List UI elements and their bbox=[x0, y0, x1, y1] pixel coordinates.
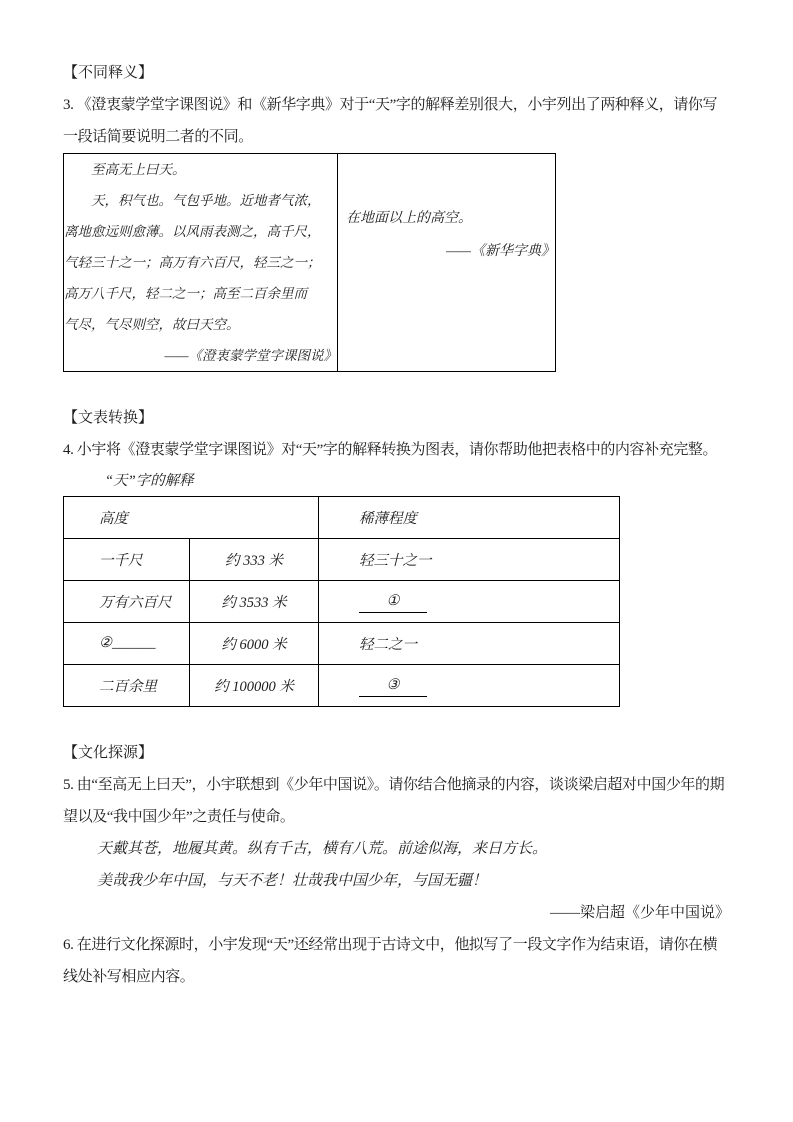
meters-cell: 约 6000 米 bbox=[190, 623, 319, 665]
shaonian-quote-line-1: 天戴其苍，地履其黄。纵有千古，横有八荒。前途似海，来日方长。 bbox=[97, 841, 548, 857]
section-label-text-to-table: 【文表转换】 bbox=[63, 410, 154, 426]
table-row bbox=[64, 665, 620, 707]
question-4-line: 4. 小宇将《澄衷蒙学堂字课图说》对“天”字的解释转换为图表，请你帮助他把表格中的内容补充完整。 bbox=[63, 442, 718, 458]
header-height: 高度 bbox=[64, 497, 319, 539]
question-5-line-1: 5. 由“至高无上曰天”，小宇联想到《少年中国说》。请你结合他摘录的内容，谈谈梁启超对中国少年的期 bbox=[63, 777, 725, 793]
question-3-line-2: 一段话简要说明二者的不同。 bbox=[63, 129, 253, 145]
thinness-cell: 轻三十之一 bbox=[319, 539, 620, 581]
question-6-line-2: 线处补写相应内容。 bbox=[63, 969, 195, 985]
zcmxt-quote-line: 至高无上曰天。 bbox=[91, 162, 186, 177]
xinhua-quote-cell bbox=[338, 154, 556, 372]
table-row bbox=[64, 539, 620, 581]
height-cell: 一千尺 bbox=[64, 539, 190, 581]
table-row bbox=[64, 623, 620, 665]
blank-answer-3: ③ bbox=[359, 674, 427, 697]
quote-attribution: ——梁启超《少年中国说》 bbox=[549, 905, 730, 921]
xinhua-quote-source: ——《新华字典》 bbox=[446, 243, 555, 259]
zcmxt-quote-cell bbox=[64, 154, 338, 372]
zcmxt-quote-line: 气尽，气尽则空，故曰天空。 bbox=[64, 317, 240, 332]
table-header-row bbox=[64, 497, 620, 539]
zcmxt-quote-line: 高万八千尺，轻二之一；高至二百余里而 bbox=[64, 286, 307, 301]
height-cell: 二百余里 bbox=[64, 665, 190, 707]
xinhua-quote-line: 在地面以上的高空。 bbox=[346, 210, 472, 226]
meters-cell: 约 333 米 bbox=[190, 539, 319, 581]
zcmxt-quote-line: 离地愈远则愈薄。以风雨表测之，高千尺， bbox=[64, 224, 321, 239]
table-caption: “天”字的解释 bbox=[105, 473, 194, 489]
question-3-line-1: 3. 《澄衷蒙学堂字课图说》和《新华字典》对于“天”字的解释差别很大，小宇列出了两种释义，请你写 bbox=[63, 97, 718, 113]
quote-comparison-table bbox=[63, 153, 556, 372]
zcmxt-quote-line: 气轻三十之一；高万有六百尺，轻三之一； bbox=[64, 255, 321, 270]
meters-cell: 约 100000 米 bbox=[190, 665, 319, 707]
tian-explanation-table bbox=[63, 496, 620, 707]
height-cell-blank-2: ②______ bbox=[64, 623, 190, 665]
question-5-line-2: 望以及“我中国少年”之责任与使命。 bbox=[63, 809, 295, 825]
header-thinness: 稀薄程度 bbox=[319, 497, 620, 539]
zcmxt-quote-source: ——《澄衷蒙学堂字课图说》 bbox=[164, 348, 337, 363]
shaonian-quote-line-2: 美哉我少年中国，与天不老！壮哉我中国少年，与国无疆！ bbox=[97, 873, 488, 889]
thinness-cell bbox=[319, 581, 620, 623]
blank-answer-1: ① bbox=[359, 590, 427, 613]
question-6-line-1: 6. 在进行文化探源时，小宇发现“天”还经常出现于古诗文中，他拟写了一段文字作为结束语，请你在横 bbox=[63, 937, 718, 953]
thinness-cell: 轻二之一 bbox=[319, 623, 620, 665]
table-row bbox=[64, 581, 620, 623]
zcmxt-quote-line: 天，积气也。气包乎地。近地者气浓， bbox=[91, 193, 321, 208]
height-cell: 万有六百尺 bbox=[64, 581, 190, 623]
section-label-different-definitions: 【不同释义】 bbox=[63, 65, 154, 81]
meters-cell: 约 3533 米 bbox=[190, 581, 319, 623]
section-label-culture: 【文化探源】 bbox=[63, 745, 154, 761]
thinness-cell bbox=[319, 665, 620, 707]
